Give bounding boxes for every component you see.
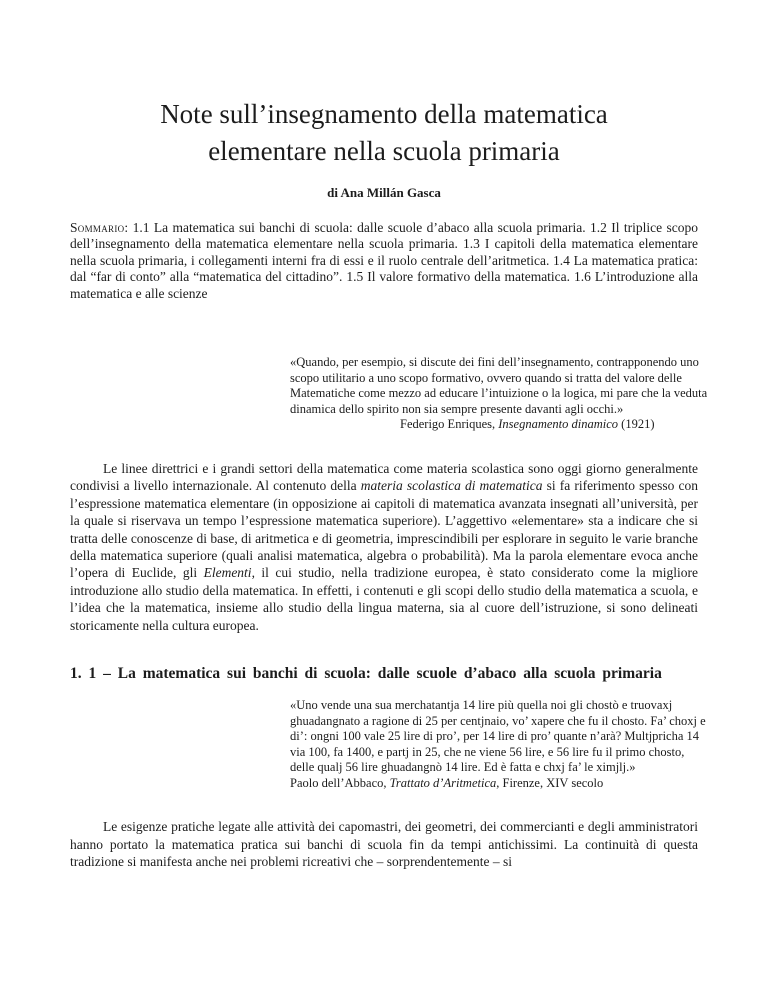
intro-seg1: Le linee direttrici e i grandi settori della matematica come materia scolastica sono oggi giorno generalmente condivisi a livello internazionale. Al contenuto della <box>70 461 698 494</box>
document-title: Note sull’insegnamento della matematica elementare nella scuola primaria <box>160 99 608 166</box>
summary-paragraph <box>70 220 698 302</box>
attribution-work-title: Trattato d’Aritmetica <box>389 775 497 790</box>
body-paragraph-intro <box>70 460 698 634</box>
attribution-author: Paolo dell’Abbaco, <box>290 775 390 790</box>
summary-label: Sommario <box>70 220 125 235</box>
intro-seg2: si fa riferimento spesso con l’espressione matematica elementare (in opposizione ai capitoli di matematica avanzata insegnati all’università, per la quale si riservava un tempo l’espressione matematica superiore). L’aggettivo «elementare» sta a indicare che si tratta delle conoscenze di base, di aritmetica e di geometria, imprescindibili per esplorare in seguito le varie branche della matematica superiore (quali analisi matematica, algebra o probabilità). Ma la parola elementare evoca anche l’opera di Euclide, gli <box>70 478 698 581</box>
quote-enriques-text: «Quando, per esempio, si discute dei fini dell’insegnamento, contrapponendo uno scopo utilitario a uno scopo formativo, ovvero quando si tratta del valore delle Matematiche come mezzo ad educare l’intuizione o la logica, mi pare che la veduta dinamica dello spirito non sia sempre presente davanti agli occhi.» <box>290 355 708 416</box>
attribution-source: , Firenze, XIV secolo <box>496 775 604 790</box>
attribution-author: Federigo Enriques, <box>400 417 499 432</box>
attribution-work-title: Insegnamento dinamico <box>498 417 619 432</box>
quote-abbaco-text: «Uno vende una sua merchatantja 14 lire più quella noi gli chostò e truovaxj ghuadangnato a ragione di 25 per centjnaio, vo’ xapere che fu il chosto. Fa’ choxj e di’: ongni 100 vale 25 lire di pro’, per 14 lire di pro’ quante n’arà? Multjpricha 14 via 100, fa 1400, e partj in 25, che ne viene 56 lire, e 56 lire fu il primo chosto, delle qualj 56 lire ghuadangnò 14 lire. Ed è fatta e chxj fa’ le ximjlj.» <box>290 697 706 775</box>
quote-abbaco <box>290 698 710 792</box>
body-paragraph-practice: Le esigenze pratiche legate alle attività dei capomastri, dei geometri, dei commercianti e degli amministratori hanno portato la matematica pratica sui banchi di scuola fin da tempi antichissimi. La continuità di questa tradizione si manifesta anche nei problemi ricreativi che – sorprendentemente – si <box>70 819 698 870</box>
intro-italic-elementi: Elementi <box>203 565 252 581</box>
section-1-heading: 1. 1 – La matematica sui banchi di scuola: dalle scuole d’abaco alla scuola primaria <box>70 665 662 683</box>
attribution-year: (1921) <box>618 417 655 432</box>
byline: di Ana Millán Gasca <box>327 185 441 200</box>
page-content <box>70 0 708 871</box>
intro-italic-materia: materia scolastica di matematica <box>360 478 543 494</box>
quote-abbaco-attribution <box>290 776 710 792</box>
quote-enriques-attribution <box>400 417 710 433</box>
quote-enriques <box>290 355 710 433</box>
summary-text: : 1.1 La matematica sui banchi di scuola: dalle scuole d’abaco alla scuola primaria. 1.2 Il triplice scopo dell’insegnamento della matematica elementare nella scuola primaria. 1.3 I capitoli della matematica elementare nella scuola primaria, i collegamenti interni fra di essi e il ruolo centrale dell’aritmetica. 1.4 La matematica pratica: dal “far di conto” alla “matematica del cittadino”. 1.5 Il valore formativo della matematica. 1.6 L’introduzione alla matematica e alle scienze <box>70 220 698 301</box>
intro-seg3: , il cui studio, nella tradizione europea, è stato considerato come la migliore introduzione allo studio della matematica. In effetti, i contenuti e gli scopi dello studio della matematica a scuola, e l’idea che la matematica, insieme allo studio della lingua materna, sia al cuore dell’istruzione, si sono delineati storicamente nella cultura europea. <box>70 565 698 633</box>
